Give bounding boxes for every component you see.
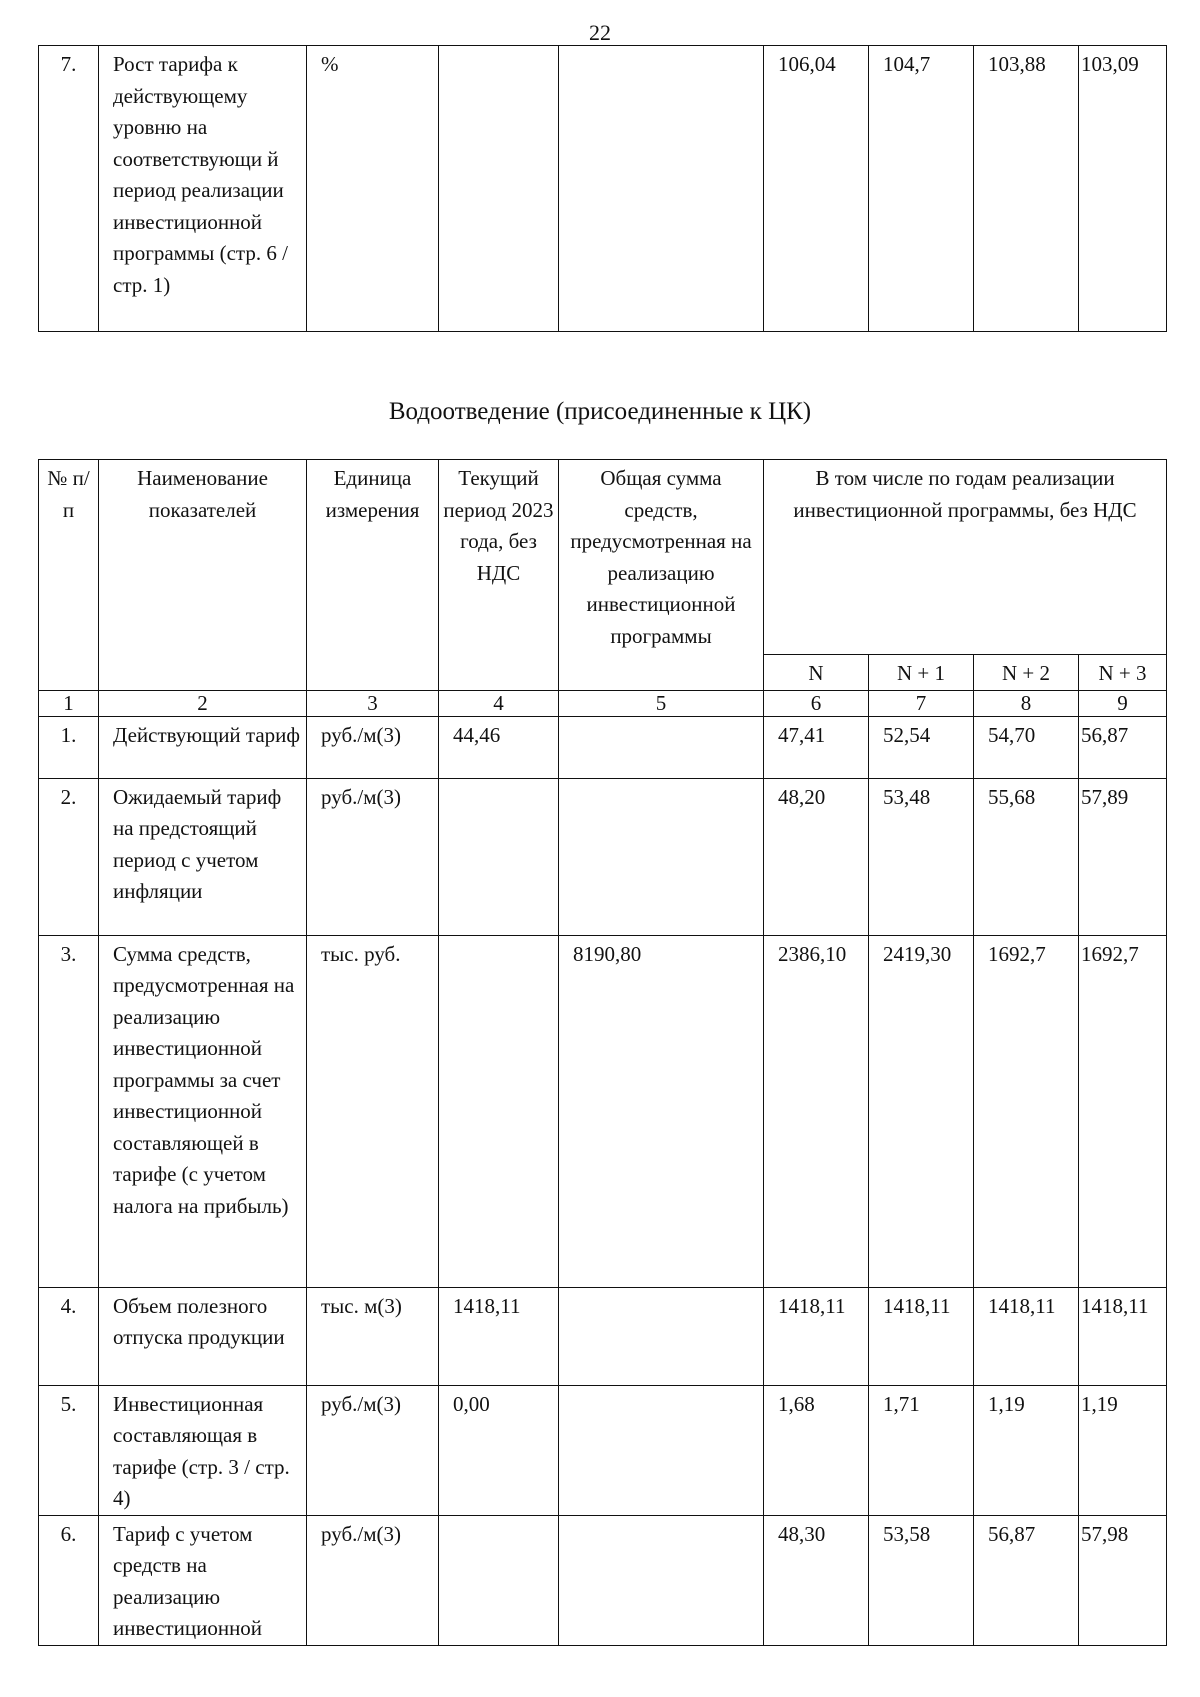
index-cell: 8: [974, 690, 1079, 716]
year-n3-cell: 103,09: [1079, 46, 1167, 332]
year-n1-cell: 104,7: [869, 46, 974, 332]
total-sum-cell: 8190,80: [559, 935, 764, 1287]
unit-cell: %: [307, 46, 439, 332]
page-number: 22: [589, 20, 611, 45]
header-year-n3: N + 3: [1079, 655, 1167, 691]
indicator-name: Действующий тариф: [99, 716, 307, 778]
table-row: [39, 1515, 1167, 1645]
indicator-name: Сумма средств, предусмотренная на реализацию инвестиционной программы за счет инвестиционной составляющей в тарифе (с учетом налога на прибыль): [99, 935, 307, 1287]
unit-cell: тыс. м(3): [307, 1287, 439, 1385]
row-number: 5.: [39, 1385, 99, 1515]
index-cell: 9: [1079, 690, 1167, 716]
year-n3-cell: 1,19: [1079, 1385, 1167, 1515]
table-row: [39, 1287, 1167, 1385]
total-sum-cell: [559, 778, 764, 935]
header-total-sum: Общая сумма средств, предусмотренная на реализацию инвестиционной программы: [559, 460, 764, 691]
row-number: 3.: [39, 935, 99, 1287]
year-n3-cell: 1692,7: [1079, 935, 1167, 1287]
year-n-cell: 48,30: [764, 1515, 869, 1645]
index-cell: 1: [39, 690, 99, 716]
header-number: № п/п: [39, 460, 99, 691]
total-sum-cell: [559, 1515, 764, 1645]
year-n3-cell: 1418,11: [1079, 1287, 1167, 1385]
top-table: [38, 45, 1167, 332]
year-n2-cell: 1,19: [974, 1385, 1079, 1515]
row-number: 7.: [39, 46, 99, 332]
unit-cell: руб./м(3): [307, 716, 439, 778]
year-n-cell: 48,20: [764, 778, 869, 935]
unit-cell: руб./м(3): [307, 1385, 439, 1515]
total-sum-cell: [559, 1385, 764, 1515]
table-row: [39, 46, 1167, 332]
index-cell: 6: [764, 690, 869, 716]
row-number: 4.: [39, 1287, 99, 1385]
total-sum-cell: [559, 46, 764, 332]
year-n1-cell: 52,54: [869, 716, 974, 778]
current-period-cell: [439, 778, 559, 935]
indicator-name: Рост тарифа к действующему уровню на соответствующи й период реализации инвестиционной программы (стр. 6 / стр. 1): [99, 46, 307, 332]
index-row: [39, 690, 1167, 716]
current-period-cell: 0,00: [439, 1385, 559, 1515]
indicator-name: Ожидаемый тариф на предстоящий период с учетом инфляции: [99, 778, 307, 935]
indicator-name: Инвестиционная составляющая в тарифе (стр. 3 / стр. 4): [99, 1385, 307, 1515]
year-n3-cell: 56,87: [1079, 716, 1167, 778]
year-n-cell: 1,68: [764, 1385, 869, 1515]
header-year-n1: N + 1: [869, 655, 974, 691]
unit-cell: руб./м(3): [307, 778, 439, 935]
header-indicator-name: Наименование показателей: [99, 460, 307, 691]
header-row: [39, 460, 1167, 655]
index-cell: 5: [559, 690, 764, 716]
table-row: [39, 716, 1167, 778]
index-cell: 7: [869, 690, 974, 716]
index-cell: 4: [439, 690, 559, 716]
year-n2-cell: 55,68: [974, 778, 1079, 935]
current-period-cell: [439, 46, 559, 332]
section-title: Водоотведение (присоединенные к ЦК): [388, 398, 812, 425]
header-current-period: Текущий период 2023 года, без НДС: [439, 460, 559, 691]
row-number: 6.: [39, 1515, 99, 1645]
unit-cell: тыс. руб.: [307, 935, 439, 1287]
year-n1-cell: 2419,30: [869, 935, 974, 1287]
header-year-n2: N + 2: [974, 655, 1079, 691]
year-n2-cell: 103,88: [974, 46, 1079, 332]
year-n2-cell: 54,70: [974, 716, 1079, 778]
indicator-name: Тариф с учетом средств на реализацию инвестиционной: [99, 1515, 307, 1645]
current-period-cell: 1418,11: [439, 1287, 559, 1385]
year-n-cell: 2386,10: [764, 935, 869, 1287]
year-n3-cell: 57,98: [1079, 1515, 1167, 1645]
header-unit: Единица измерения: [307, 460, 439, 691]
year-n1-cell: 1,71: [869, 1385, 974, 1515]
current-period-cell: [439, 1515, 559, 1645]
year-n1-cell: 53,48: [869, 778, 974, 935]
table-row: [39, 935, 1167, 1287]
table-row: [39, 1385, 1167, 1515]
year-n-cell: 47,41: [764, 716, 869, 778]
year-n2-cell: 56,87: [974, 1515, 1079, 1645]
year-n2-cell: 1692,7: [974, 935, 1079, 1287]
year-n3-cell: 57,89: [1079, 778, 1167, 935]
year-n2-cell: 1418,11: [974, 1287, 1079, 1385]
table-row: [39, 778, 1167, 935]
current-period-cell: 44,46: [439, 716, 559, 778]
header-years: В том числе по годам реализации инвестиционной программы, без НДС: [764, 460, 1167, 655]
row-number: 2.: [39, 778, 99, 935]
index-cell: 2: [99, 690, 307, 716]
year-n1-cell: 53,58: [869, 1515, 974, 1645]
total-sum-cell: [559, 1287, 764, 1385]
row-number: 1.: [39, 716, 99, 778]
main-table: [38, 459, 1167, 1646]
year-n-cell: 1418,11: [764, 1287, 869, 1385]
indicator-name: Объем полезного отпуска продукции: [99, 1287, 307, 1385]
current-period-cell: [439, 935, 559, 1287]
total-sum-cell: [559, 716, 764, 778]
unit-cell: руб./м(3): [307, 1515, 439, 1645]
index-cell: 3: [307, 690, 439, 716]
year-n1-cell: 1418,11: [869, 1287, 974, 1385]
header-year-n: N: [764, 655, 869, 691]
year-n-cell: 106,04: [764, 46, 869, 332]
